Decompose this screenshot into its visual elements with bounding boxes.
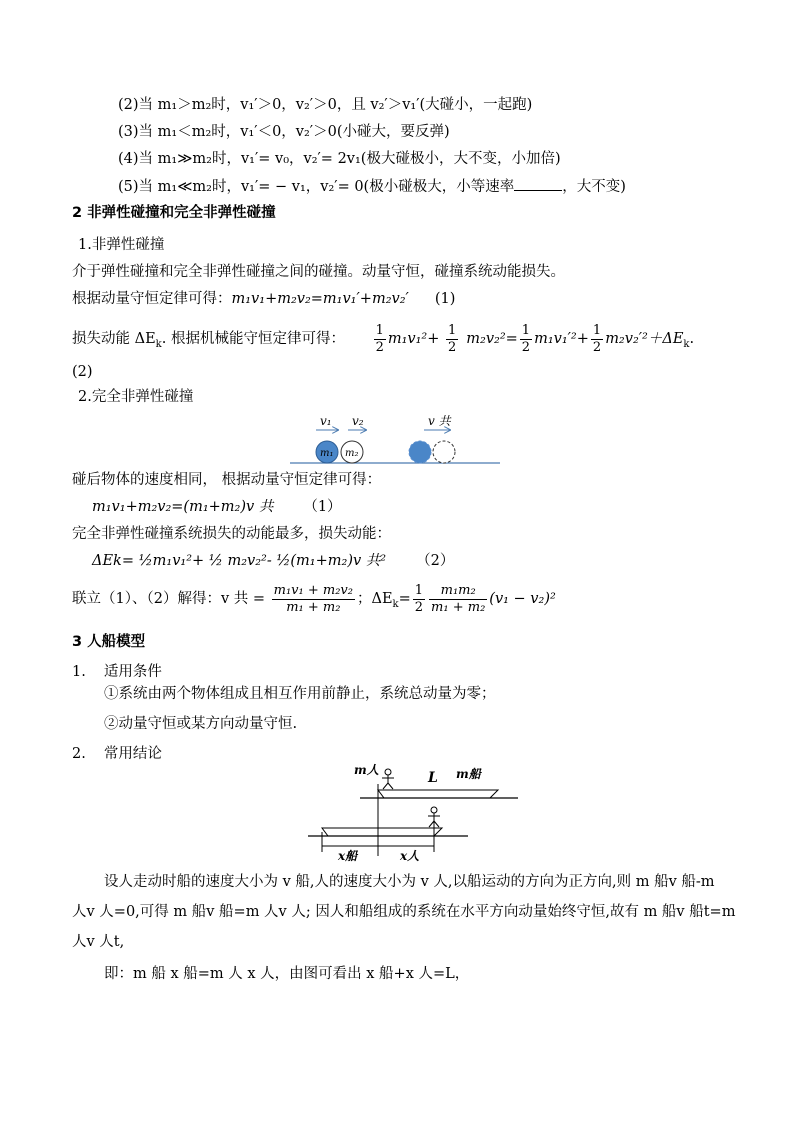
after-collision-text: 碰后物体的速度相同， 根据动量守恒定律可得： <box>72 472 382 488</box>
solution-label: 联立（1）、（2）解得：v 共 = <box>72 591 266 607</box>
frac-den: 2 <box>592 339 602 355</box>
case-3-line: (3)当 m₁＜m₂时，v₁′＜0，v₂′＞0(小碰大，要反弹) <box>118 124 450 140</box>
case-2-line: (2)当 m₁＞m₂时，v₁′＞0，v₂′＞0，且 v₂′＞v₁′(大碰小，一起跑) <box>118 97 533 113</box>
boat-para-line1: 设人走动时船的速度大小为 v 船,人的速度大小为 v 人,以船运动的方向为正方向,则 m 船v 船-m <box>104 874 715 890</box>
energy-term-2: m₂v₂²= <box>466 331 518 347</box>
perfect-inelastic-eq1 <box>92 497 342 517</box>
ball-after-2 <box>433 441 455 463</box>
energy-eq-line <box>72 322 694 362</box>
eq-tag-1: (1) <box>434 291 456 307</box>
eq2-tag: （2） <box>416 553 455 569</box>
subscript-k: k <box>392 598 399 610</box>
subscript-k: k <box>683 338 690 350</box>
person-top-icon <box>382 769 394 789</box>
v-common-num: m₁v₁ + m₂v₂ <box>273 582 353 598</box>
eq2: ΔEk= ½m₁v₁²+ ½ m₂v₂²- ½(m₁+m₂)v 共² <box>92 553 387 569</box>
boat-para-line3: 人v 人t, <box>72 934 125 950</box>
v-common-label: v 共 <box>428 414 451 428</box>
subsection-2-title: 2.完全非弹性碰撞 <box>78 389 194 405</box>
mass-fraction <box>429 583 487 616</box>
answer-blank <box>514 176 562 191</box>
period: . <box>689 331 695 347</box>
mass-num: m₁m₂ <box>429 583 487 600</box>
frac-num: 1 <box>375 322 384 338</box>
m-person-label: m人 <box>354 763 379 777</box>
energy-term-4: m₂v₂′²＋ΔE <box>605 331 684 347</box>
case-5-text: (5)当 m₁≪m₂时，v₁′= − v₁，v₂′= 0(极小碰极大，小等速率 <box>118 179 515 195</box>
item-1 <box>72 662 162 682</box>
collision-figure <box>290 410 510 470</box>
boat-conclusion: 即：m 船 x 船=m 人 x 人，由图可看出 x 船+x 人=L， <box>104 966 470 982</box>
solution-line <box>72 582 556 622</box>
fraction-half <box>446 323 458 356</box>
eq1: m₁v₁+m₂v₂=(m₁+m₂)v 共 <box>92 499 274 515</box>
frac-den: 2 <box>447 339 457 355</box>
ball-after-1 <box>409 441 431 463</box>
momentum-eq: m₁v₁+m₂v₂=m₁v₁′+m₂v₂′ <box>231 291 409 307</box>
x-person-label: x人 <box>400 849 420 863</box>
length-label: L <box>428 770 438 786</box>
item-2-text: 常用结论 <box>103 746 162 762</box>
delta-e-label: ；ΔE <box>356 591 393 607</box>
section-2-title: 2 非弹性碰撞和完全非弹性碰撞 <box>72 205 276 221</box>
frac-den: 2 <box>414 599 424 615</box>
frac-den: 2 <box>521 339 531 355</box>
v2-label: v₂ <box>352 414 364 428</box>
case-4-line: (4)当 m₁≫m₂时，v₁′= v₀，v₂′= 2v₁(极大碰极小，大不变，小加倍) <box>118 151 561 167</box>
inelastic-desc: 介于弹性碰撞和完全非弹性碰撞之间的碰撞。动量守恒，碰撞系统动能损失。 <box>72 264 565 280</box>
case-5-line <box>118 176 626 197</box>
mass-den: m₁ + m₂ <box>431 599 486 615</box>
condition-2: ②动量守恒或某方向动量守恒. <box>104 716 298 732</box>
eq1-tag: （1） <box>303 499 342 515</box>
energy-label: 损失动能 ΔE <box>72 331 156 347</box>
item-2 <box>72 744 162 764</box>
momentum-eq-line <box>72 289 455 309</box>
equals-sign: = <box>398 591 411 607</box>
x-boat-label: x船 <box>338 849 358 863</box>
item-1-number: 1. <box>72 664 86 680</box>
v-common-den: m₁ + m₂ <box>286 599 341 615</box>
boat-top <box>378 790 498 798</box>
frac-num: 1 <box>592 322 602 338</box>
item-2-number: 2. <box>72 746 86 762</box>
subscript-k: k <box>155 338 162 350</box>
eq-tag-2: (2) <box>72 364 93 380</box>
condition-1: ①系统由两个物体组成且相互作用前静止，系统总动量为零； <box>104 686 496 702</box>
subsection-1-title: 1.非弹性碰撞 <box>78 237 165 253</box>
section-3-title: 3 人船模型 <box>72 634 146 650</box>
energy-term-1: m₁v₁²+ <box>387 331 440 347</box>
energy-label-2: . 根据机械能守恒定律可得： <box>161 331 345 347</box>
item-1-text: 适用条件 <box>103 664 162 680</box>
fraction-half <box>413 583 425 616</box>
boat-bottom <box>322 828 442 836</box>
fraction-half <box>374 323 386 356</box>
person-boat-figure <box>308 758 528 863</box>
m-boat-label: m船 <box>456 767 481 781</box>
frac-den: 2 <box>375 339 384 355</box>
fraction-half <box>520 323 532 356</box>
m2-label: m₂ <box>345 448 359 459</box>
frac-num: 1 <box>414 582 424 598</box>
frac-num: 1 <box>447 322 457 338</box>
case-5-tail: ，大不变) <box>562 179 626 195</box>
momentum-eq-label: 根据动量守恒定律可得： <box>72 291 232 307</box>
max-loss-text: 完全非弹性碰撞系统损失的动能最多，损失动能： <box>72 526 391 542</box>
v1-label: v₁ <box>320 414 332 428</box>
v-common-fraction <box>272 583 355 616</box>
fraction-half <box>591 323 603 356</box>
boat-para-line2: 人v 人=0,可得 m 船v 船=m 人v 人; 因人和船组成的系统在水平方向动量始终守恒,故有 m 船v 船t=m <box>72 904 736 920</box>
perfect-inelastic-eq2 <box>92 551 454 571</box>
frac-num: 1 <box>521 322 531 338</box>
m1-label: m₁ <box>320 448 334 459</box>
velocity-diff-squared: (v₁ − v₂)² <box>489 591 556 607</box>
energy-term-3: m₁v₁′²+ <box>534 331 589 347</box>
